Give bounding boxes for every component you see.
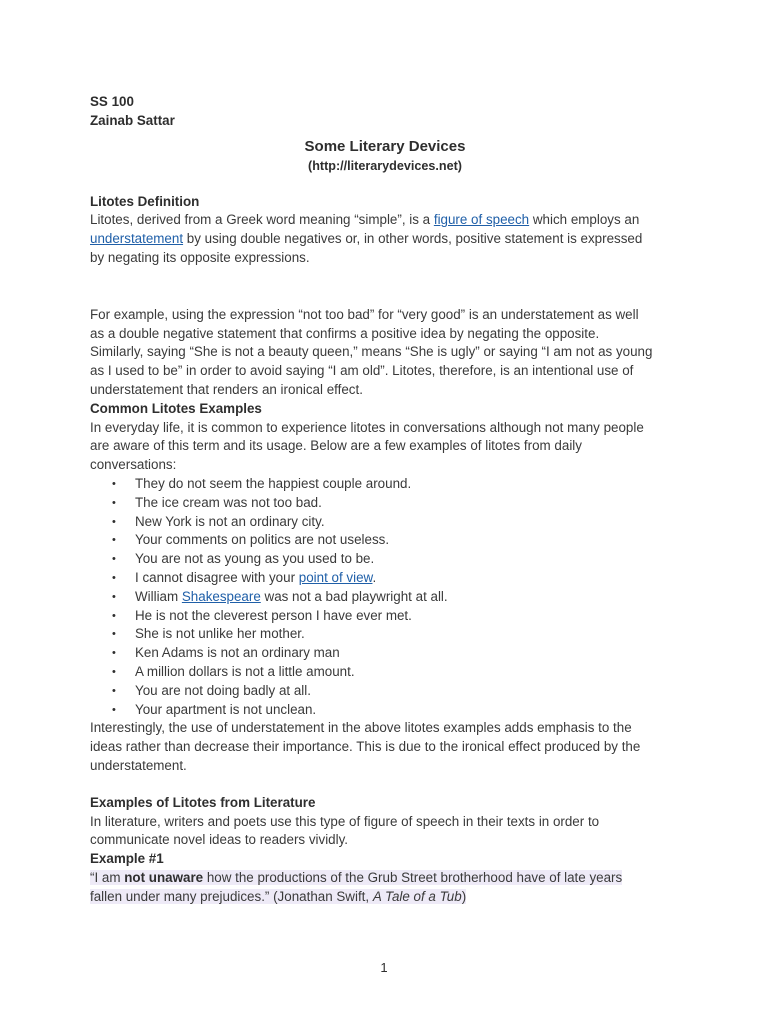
list-item: • You are not as young as you used to be. xyxy=(90,550,680,569)
shakespeare-link[interactable]: Shakespeare xyxy=(181,588,261,604)
example-line-4: as I used to be” in order to avoid saying “I am old”. Litotes, therefore, is an intentional use of xyxy=(90,363,634,379)
literature-intro-line-2: communicate novel ideas to readers vividly. xyxy=(90,832,349,848)
author-name: Zainab Sattar xyxy=(90,112,175,128)
list-item: • They do not seem the happiest couple around. xyxy=(90,475,680,494)
example-line-1: For example, using the expression “not too bad” for “very good” is an understatement as well xyxy=(90,306,639,322)
common-intro-line-2: are aware of this term and its usage. Below are a few examples of litotes from daily xyxy=(90,438,582,454)
common-intro-line-1: In everyday life, it is common to experience litotes in conversations although not many people xyxy=(90,419,644,435)
common-outro-line-3: understatement. xyxy=(90,757,187,773)
definition-line-3: by negating its opposite expressions. xyxy=(90,249,310,265)
page-number: 1 xyxy=(380,960,388,975)
list-item: • She is not unlike her mother. xyxy=(90,625,680,644)
list-item: • I cannot disagree with your point of view. xyxy=(90,569,680,588)
example-line-2: as a double negative statement that confirms a positive idea by negating the opposite. xyxy=(90,325,600,341)
title-block xyxy=(90,137,680,175)
list-item: • You are not doing badly at all. xyxy=(90,682,680,701)
list-item: • New York is not an ordinary city. xyxy=(90,513,680,532)
list-item: • He is not the cleverest person I have ever met. xyxy=(90,607,680,626)
definition-line-2: understatement by using double negatives or, in other words, positive statement is expressed xyxy=(90,231,643,247)
common-outro-line-1: Interestingly, the use of understatement in the above litotes examples adds emphasis to the xyxy=(90,720,632,736)
common-intro-line-3: conversations: xyxy=(90,457,177,473)
common-outro-line-2: ideas rather than decrease their importance. This is due to the ironical effect produced by the xyxy=(90,739,641,755)
list-item: • William Shakespeare was not a bad playwright at all. xyxy=(90,588,680,607)
definition-line-1: Litotes, derived from a Greek word meaning “simple”, is a figure of speech which employs an xyxy=(90,212,640,228)
example-line-5: understatement that renders an ironical effect. xyxy=(90,381,363,397)
list-item: • A million dollars is not a little amount. xyxy=(90,663,680,682)
list-item: • Your apartment is not unclean. xyxy=(90,701,680,720)
common-examples-heading: Common Litotes Examples xyxy=(90,400,262,416)
figure-of-speech-link[interactable]: figure of speech xyxy=(433,212,530,228)
document-source: (http://literarydevices.net) xyxy=(308,158,462,173)
understatement-link[interactable]: understatement xyxy=(90,231,184,247)
list-item: • Ken Adams is not an ordinary man xyxy=(90,644,680,663)
list-item: • The ice cream was not too bad. xyxy=(90,494,680,513)
example-1-heading: Example #1 xyxy=(90,851,164,867)
litotes-examples-list xyxy=(90,475,680,719)
list-item: • Your comments on politics are not useless. xyxy=(90,531,680,550)
point-of-view-link[interactable]: point of view xyxy=(298,569,373,585)
document-page xyxy=(90,93,680,906)
swift-quote: “I am not unaware how the productions of the Grub Street brotherhood have of late years fallen under many prejudices.” (Jonathan Swift, A Tale of a Tub) xyxy=(90,869,623,904)
definition-heading: Litotes Definition xyxy=(90,193,200,209)
literature-heading: Examples of Litotes from Literature xyxy=(90,794,316,810)
literature-intro-line-1: In literature, writers and poets use this type of figure of speech in their texts in order to xyxy=(90,813,600,829)
example-line-3: Similarly, saying “She is not a beauty queen,” means “She is ugly” or saying “I am not as young xyxy=(90,344,653,360)
document-title: Some Literary Devices xyxy=(304,137,466,155)
course-code: SS 100 xyxy=(90,94,134,109)
